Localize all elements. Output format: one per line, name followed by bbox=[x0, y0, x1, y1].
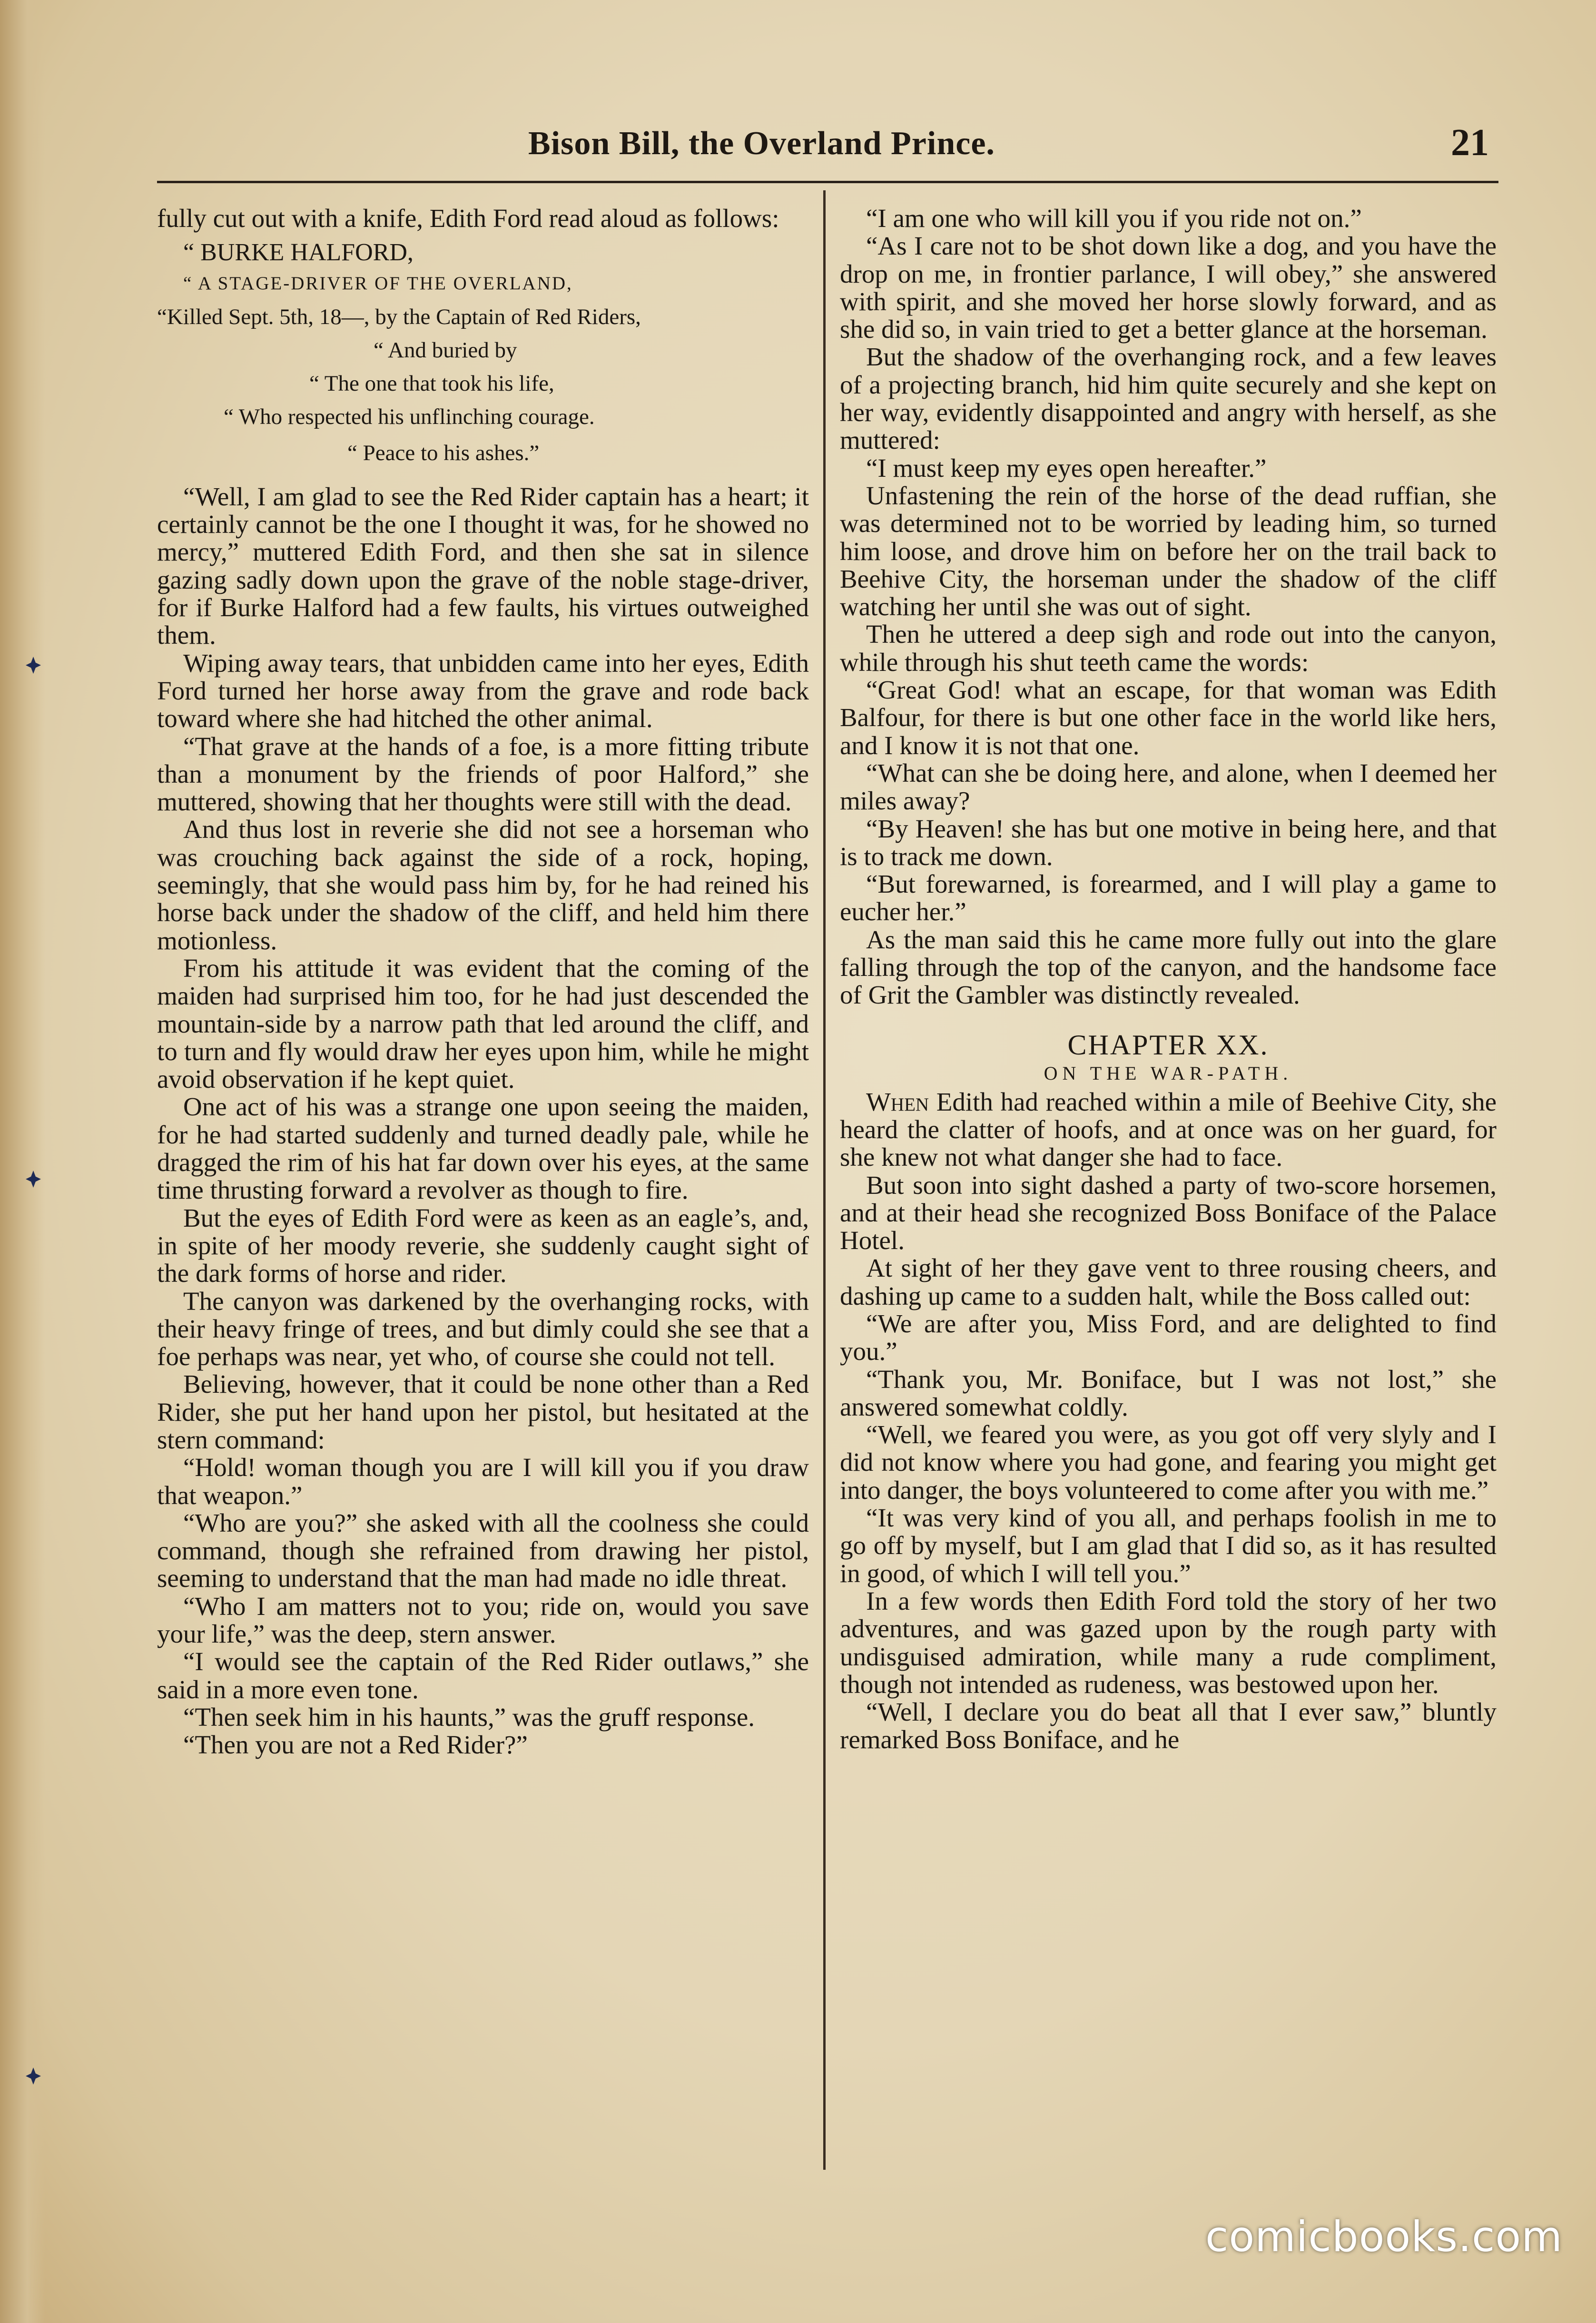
epitaph-line: “ Who respected his unflinching courage. bbox=[224, 404, 595, 429]
paragraph: In a few words then Edith Ford told the story of her two adventures, and was gazed upon by the rough party with undisguised admiration, while many a rude compliment, though not intended as rudeness, was bestowed upon her. bbox=[840, 1586, 1497, 1699]
paragraph: “Then seek him in his haunts,” was the gruff response. bbox=[183, 1702, 755, 1732]
paragraph: “I would see the captain of the Red Rider outlaws,” she said in a more even tone. bbox=[157, 1647, 809, 1704]
epitaph-line: “ Peace to his ashes.” bbox=[347, 440, 540, 465]
paragraph: “Who are you?” she asked with all the coolness she could command, though she refrained from drawing her pistol, seeming to understand that the man had made no idle threat. bbox=[157, 1508, 809, 1593]
paragraph: Unfastening the rein of the horse of the dead ruffian, she was determined not to be worried by leading him, so turned him loose, and drove him on before her on the trail back to Beehive City, the horseman under the shadow of the cliff watching her until she was out of sight. bbox=[840, 481, 1497, 621]
paragraph: “Well, I declare you do beat all that I ever saw,” bluntly remarked Boss Boniface, and he bbox=[840, 1697, 1497, 1754]
right-column bbox=[840, 205, 1497, 1754]
paragraph: From his attitude it was evident that the coming of the maiden had surprised him too, for he had just descended the mountain-side by a narrow path that led around the cliff, and to turn and fly would draw her eyes upon him, while he might avoid observation if he kept quiet. bbox=[157, 953, 809, 1094]
paragraph: “But forewarned, is forearmed, and I will play a game to eucher her.” bbox=[840, 869, 1497, 926]
paragraph: Wiping away tears, that unbidden came into her eyes, Edith Ford turned her horse away from the grave and rode back toward where she had hitched the other animal. bbox=[157, 648, 809, 733]
paragraph: “I must keep my eyes open hereafter.” bbox=[866, 453, 1267, 482]
paragraph: “It was very kind of you all, and perhaps foolish in me to go off by myself, but I am glad that I did so, as it has resulted in good, of which I will tell you.” bbox=[840, 1503, 1497, 1588]
paragraph: And thus lost in reverie she did not see a horseman who was crouching back against the side of a rock, hoping, seemingly, that she would pass him by, for he had reined his horse back under the shadow of the cliff, and held him there motionless. bbox=[157, 815, 809, 955]
paragraph: But the eyes of Edith Ford were as keen as an eagle’s, and, in spite of her moody reverie, she suddenly caught sight of the dark forms of horse and rider. bbox=[157, 1203, 809, 1288]
drop-word: When bbox=[866, 1087, 929, 1116]
paragraph: The canyon was darkened by the overhanging rocks, with their heavy fringe of trees, and but dimly could she see that a foe perhaps was near, yet who, of course she could not tell. bbox=[157, 1286, 809, 1371]
paragraph: “Well, we feared you were, as you got off very slyly and I did not know where you had gone, and fearing you might get into danger, the boys volunteered to come after you with me.” bbox=[840, 1420, 1497, 1505]
paragraph: “Well, I am glad to see the Red Rider captain has a heart; it certainly cannot be the one I thought it was, for he showed no mercy,” muttered Edith Ford, and then she sat in silence gazing sadly down upon the grave of the noble stage-driver, for if Burke Halford had a few faults, his virtues outweighed them. bbox=[157, 482, 809, 650]
paragraph: “As I care not to be shot down like a dog, and you have the drop on me, in frontier parlance, I will obey,” she answered with spirit, and she moved her horse slowly forward, and as she did so, in vain tried to get a better glance at the horseman. bbox=[840, 231, 1497, 344]
epitaph-line: “Killed Sept. 5th, 18—, by the Captain of Red Riders, bbox=[157, 304, 641, 329]
paragraph: But soon into sight dashed a party of two-score horsemen, and at their head she recognized Boss Boniface of the Palace Hotel. bbox=[840, 1170, 1497, 1255]
paragraph: “That grave at the hands of a foe, is a more fitting tribute than a monument by the friends of poor Halford,” she muttered, showing that her thoughts were still with the dead. bbox=[157, 731, 809, 817]
paragraph: “We are after you, Miss Ford, and are delighted to find you.” bbox=[840, 1309, 1497, 1366]
epitaph bbox=[157, 239, 809, 470]
paragraph: “Great God! what an escape, for that woman was Edith Balfour, for there is but one other face in the world like hers, and I know it is not that one. bbox=[840, 675, 1497, 760]
paragraph: But the shadow of the overhanging rock, and a few leaves of a projecting branch, hid him quite securely and she kept on her way, evidently disappointed and angry with herself, as she muttered: bbox=[840, 342, 1497, 455]
column-divider bbox=[823, 190, 826, 2170]
header-rule bbox=[157, 181, 1498, 183]
page-number: 21 bbox=[1451, 122, 1489, 164]
paragraph: At sight of her they gave vent to three rousing cheers, and dashing up came to a sudden halt, while the Boss called out: bbox=[840, 1253, 1497, 1310]
epitaph-role: “ A STAGE-DRIVER OF THE OVERLAND, bbox=[183, 273, 573, 294]
paragraph: “What can she be doing here, and alone, when I deemed her miles away? bbox=[840, 758, 1497, 816]
chapter-title: CHAPTER XX. bbox=[1067, 1029, 1269, 1061]
paragraph: Then he uttered a deep sigh and rode out into the canyon, while through his shut teeth came the words: bbox=[840, 620, 1497, 677]
watermark: comicbooks.com bbox=[1205, 2212, 1563, 2261]
epitaph-name: “ BURKE HALFORD, bbox=[183, 239, 414, 266]
paragraph: “Thank you, Mr. Boniface, but I was not lost,” she answered somewhat coldly. bbox=[840, 1364, 1497, 1421]
chapter-subtitle: ON THE WAR-PATH. bbox=[1044, 1062, 1293, 1084]
epitaph-line: “ And buried by bbox=[374, 337, 517, 363]
paragraph: “By Heaven! she has but one motive in being here, and that is to track me down. bbox=[840, 814, 1497, 871]
paragraph: Believing, however, that it could be none other than a Red Rider, she put her hand upon her pistol, but hesitated at the stern command: bbox=[157, 1369, 809, 1454]
paragraph: fully cut out with a knife, Edith Ford read aloud as follows: bbox=[157, 204, 779, 233]
chapter-opening-paragraph bbox=[840, 1088, 1497, 1171]
paragraph: “Hold! woman though you are I will kill you if you draw that weapon.” bbox=[157, 1453, 809, 1510]
epitaph-line: “ The one that took his life, bbox=[309, 371, 554, 396]
paragraph: “Who I am matters not to you; ride on, would you save your life,” was the deep, stern answer. bbox=[157, 1591, 809, 1649]
paragraph: One act of his was a strange one upon seeing the maiden, for he had started suddenly and turned deadly pale, while he dragged the rim of his hat far down over his eyes, at the same time thrusting forward a revolver as though to fire. bbox=[157, 1092, 809, 1205]
binding-edge bbox=[0, 0, 45, 2323]
paragraph: “Then you are not a Red Rider?” bbox=[183, 1730, 528, 1760]
paragraph-text: Edith had reached within a mile of Beehive City, she heard the clatter of hoofs, and at once was on her guard, for she knew not what danger she had to face. bbox=[840, 1087, 1497, 1172]
left-column bbox=[157, 205, 809, 1759]
paragraph: As the man said this he came more fully out into the glare falling through the top of the canyon, and the handsome face of Grit the Gambler was distinctly revealed. bbox=[840, 925, 1497, 1010]
page-title: Bison Bill, the Overland Prince. bbox=[528, 125, 995, 162]
paragraph: “I am one who will kill you if you ride not on.” bbox=[866, 204, 1362, 233]
